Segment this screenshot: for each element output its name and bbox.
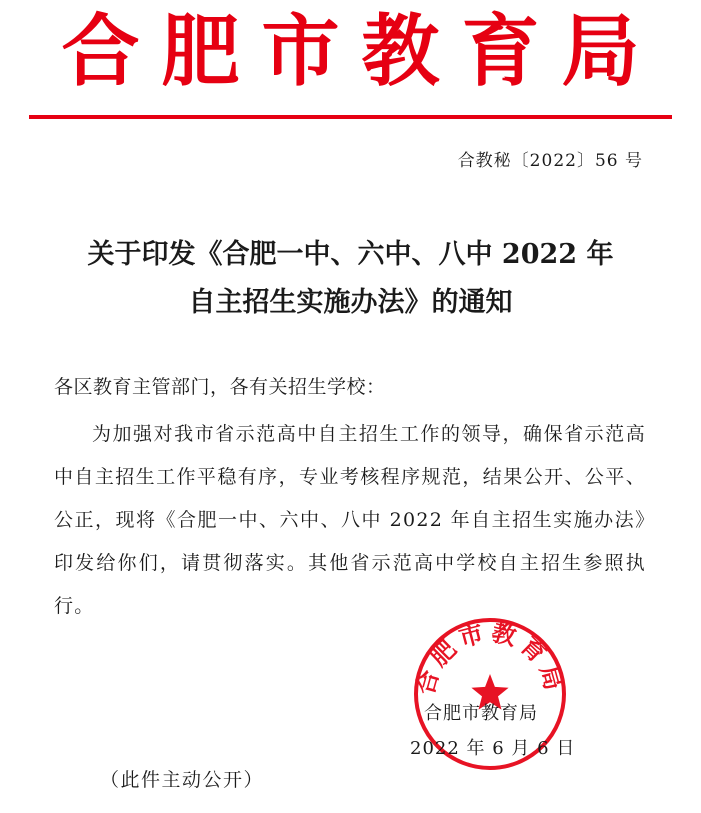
signature-block (410, 618, 590, 781)
notice-title-line-1: 关于印发《合肥一中、六中、八中 2022 年 (87, 239, 614, 270)
body-paragraph: 为加强对我市省示范高中自主招生工作的领导，确保省示范高中自主招生工作平稳有序，专业考核程序规范，结果公开、公平、公正，现将《合肥一中、六中、八中 2022 年自主招生实施办法》印发给你们，请贯彻落实。其他省示范高中学校自主招生参照执行。 (54, 423, 646, 617)
notice-title-line-2: 自主招生实施办法》的通知 (188, 287, 513, 318)
salutation: 各区教育主管部门，各有关招生学校： (54, 376, 386, 398)
signature-date: 2022 年 6 月 6 日 (410, 738, 576, 759)
signature-organization: 合肥市教育局 (424, 703, 538, 724)
document-number: 合教秘〔2022〕56 号 (457, 151, 643, 171)
header-red-divider (29, 115, 672, 119)
masthead-title: 合肥市教育局 (61, 7, 662, 97)
seal-text: 合肥市教育局 (410, 618, 570, 698)
public-disclosure-note: （此件主动公开） (100, 769, 265, 791)
